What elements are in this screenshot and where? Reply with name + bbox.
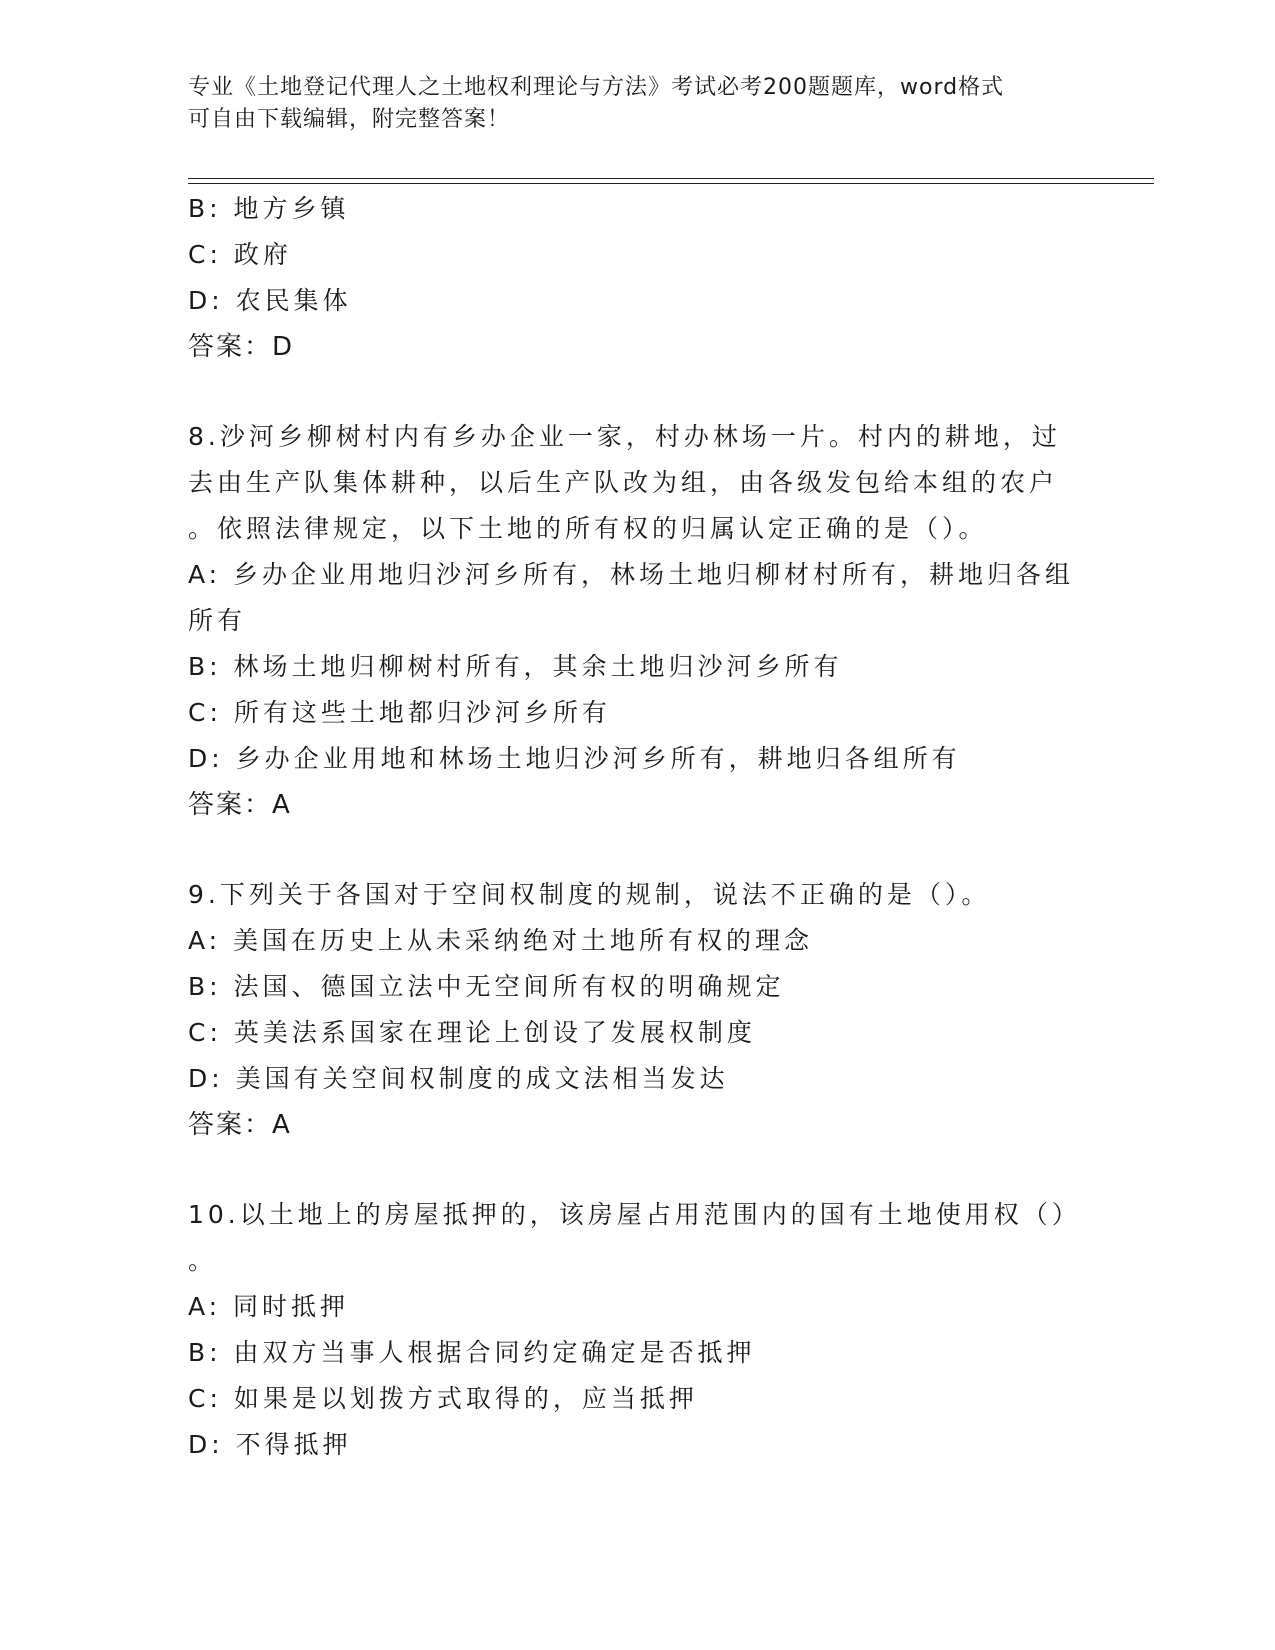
q10-option-b: B: 由双方当事人根据合同约定确定是否抵押 bbox=[188, 1338, 756, 1367]
q8-option-a-line-2: 所有 bbox=[188, 606, 247, 635]
question-7-tail bbox=[188, 186, 1088, 370]
question-10 bbox=[188, 1192, 1088, 1468]
q10-option-a: A: 同时抵押 bbox=[188, 1292, 350, 1321]
q10-stem-line-2: 。 bbox=[188, 1246, 218, 1275]
question-8 bbox=[188, 414, 1088, 828]
spacer bbox=[188, 1148, 1088, 1192]
header-divider-bottom bbox=[188, 183, 1154, 184]
question-9 bbox=[188, 872, 1088, 1148]
q8-stem-line-2: 去由生产队集体耕种，以后生产队改为组，由各级发包给本组的农户 bbox=[188, 468, 1059, 497]
q7-option-d: D: 农民集体 bbox=[188, 286, 352, 315]
q9-answer: 答案：A bbox=[188, 1110, 292, 1140]
header-title-line-2: 可自由下载编辑，附完整答案！ bbox=[188, 107, 511, 132]
q9-option-d: D: 美国有关空间权制度的成文法相当发达 bbox=[188, 1064, 729, 1093]
q7-option-c: C: 政府 bbox=[188, 240, 292, 269]
q9-option-a: A: 美国在历史上从未采纳绝对土地所有权的理念 bbox=[188, 926, 814, 955]
q8-option-a-line-1: A: 乡办企业用地归沙河乡所有，林场土地归柳材村所有，耕地归各组 bbox=[188, 560, 1075, 589]
q9-option-c: C: 英美法系国家在理论上创设了发展权制度 bbox=[188, 1018, 756, 1047]
q10-option-c: C: 如果是以划拨方式取得的，应当抵押 bbox=[188, 1384, 698, 1413]
q10-option-d: D: 不得抵押 bbox=[188, 1430, 352, 1459]
header-divider-top bbox=[188, 178, 1154, 179]
q8-stem-line-3: 。依照法律规定，以下土地的所有权的归属认定正确的是（）。 bbox=[188, 514, 988, 543]
header-title-line-1: 专业《土地登记代理人之土地权利理论与方法》考试必考200题题库，word格式 bbox=[188, 75, 1005, 100]
q8-answer: 答案：A bbox=[188, 790, 292, 820]
q8-option-c: C: 所有这些土地都归沙河乡所有 bbox=[188, 698, 611, 727]
q8-option-b: B: 林场土地归柳树村所有，其余土地归沙河乡所有 bbox=[188, 652, 843, 681]
q8-stem-line-1: 8.沙河乡柳树村内有乡办企业一家，村办林场一片。村内的耕地，过 bbox=[188, 422, 1061, 451]
q9-stem: 9.下列关于各国对于空间权制度的规制，说法不正确的是（）。 bbox=[188, 880, 991, 909]
q10-stem-line-1: 10.以土地上的房屋抵押的，该房屋占用范围内的国有土地使用权（） bbox=[188, 1200, 1081, 1229]
document-header bbox=[188, 72, 1088, 136]
q8-option-d: D: 乡办企业用地和林场土地归沙河乡所有，耕地归各组所有 bbox=[188, 744, 961, 773]
document-body bbox=[188, 186, 1088, 1468]
spacer bbox=[188, 370, 1088, 414]
q9-option-b: B: 法国、德国立法中无空间所有权的明确规定 bbox=[188, 972, 785, 1001]
q7-answer: 答案：D bbox=[188, 332, 295, 362]
spacer bbox=[188, 828, 1088, 872]
q7-option-b: B: 地方乡镇 bbox=[188, 194, 350, 223]
